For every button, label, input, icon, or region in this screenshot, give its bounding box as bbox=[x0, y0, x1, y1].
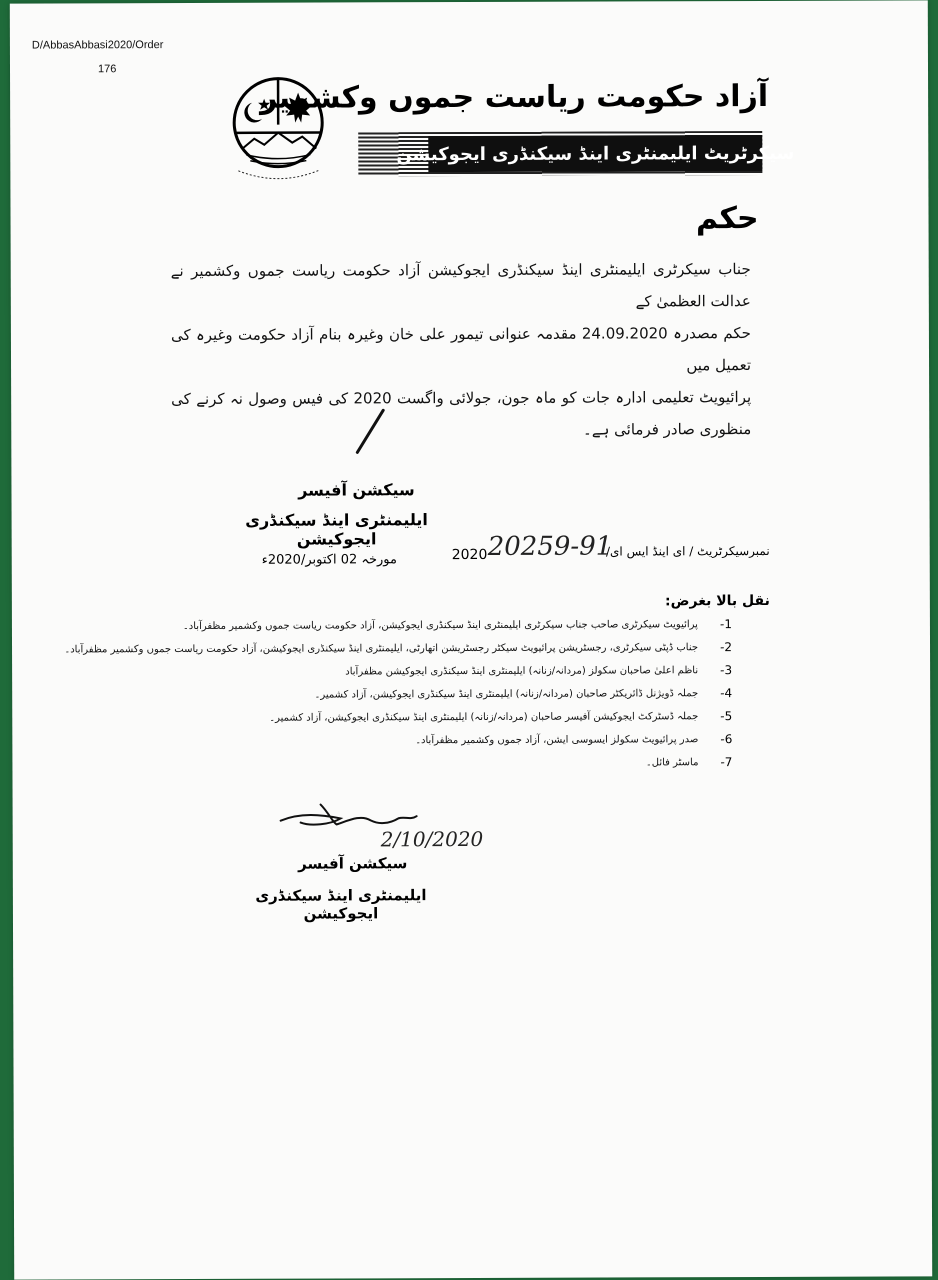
list-item-text: جملہ ڈسٹرکٹ ایجوکیشن آفیسر صاحبان (مردانہ/زنانہ) ایلیمنٹری اینڈ سیکنڈری ایجوکیشن، آزاد کشمیر۔ bbox=[269, 711, 699, 724]
header-banner bbox=[358, 131, 795, 176]
order-heading: حکم bbox=[695, 200, 759, 237]
list-item bbox=[64, 640, 733, 665]
list-item bbox=[162, 686, 733, 711]
copy-list bbox=[64, 617, 733, 780]
signatory-2-designation: سیکشن آفیسر bbox=[298, 854, 408, 873]
handwritten-reference-number: 20259-91 bbox=[487, 531, 613, 562]
secretariat-subtitle: سیکرٹریٹ ایلیمنٹری اینڈ سیکنڈری ایجوکیشن bbox=[396, 142, 795, 165]
list-item-number: -4 bbox=[720, 686, 733, 701]
order-body-line: جناب سیکرٹری ایلیمنٹری اینڈ سیکنڈری ایجوکیشن آزاد حکومت ریاست جموں وکشمیر نے عدالت العظمیٰ کے bbox=[170, 260, 751, 311]
handwritten-signature bbox=[271, 794, 521, 855]
signatory-department: ایلیمنٹری اینڈ سیکنڈری ایجوکیشن bbox=[245, 510, 428, 549]
reference-label: نمبرسیکرٹریٹ / ای اینڈ ایس ای/ bbox=[605, 543, 770, 559]
list-item bbox=[162, 709, 733, 734]
order-body-line: پرائیویٹ تعلیمی ادارہ جات کو ماہ جون، جولائی واگست 2020 کی فیس وصول نہ کرنے کی منظوری صادر فرمائی ہے۔ bbox=[171, 388, 752, 439]
list-item-text: جملہ ڈویژنل ڈائریکٹر صاحبان (مردانہ/زنانہ) ایلیمنٹری اینڈ سیکنڈری ایجوکیشن، آزاد کشمیر۔ bbox=[314, 688, 699, 701]
list-item bbox=[162, 663, 733, 688]
document-page bbox=[10, 0, 932, 1279]
list-item bbox=[162, 755, 733, 780]
reference-date: مورخہ 02 اکتوبر/2020ء bbox=[261, 552, 398, 568]
government-title: آزاد حکومت ریاست جموں وکشمیر bbox=[259, 78, 769, 116]
list-item-text: ناظم اعلیٰ صاحبان سکولز (مردانہ/زنانہ) ایلیمنٹری اینڈ سیکنڈری ایجوکیشن مظفرآباد bbox=[345, 665, 699, 678]
page-number: 176 bbox=[97, 63, 117, 76]
list-item-text: جناب ڈپٹی سیکرٹری، رجسٹریشن پرائیویٹ سیکٹر رجسٹریشن اتھارٹی، ایلیمنٹری اینڈ سیکنڈری ایجوکیشن، آزاد حکومت ریاست جموں وکشمیر مظفرآباد۔ bbox=[64, 642, 699, 656]
initial-signature-mark bbox=[351, 406, 391, 456]
copy-forwarded-heading: نقل بالا بغرض: bbox=[665, 592, 770, 610]
list-item-number: -1 bbox=[719, 617, 732, 632]
file-reference: D/AbbasAbbasi2020/Order bbox=[31, 39, 164, 52]
list-item bbox=[162, 617, 732, 642]
order-body bbox=[171, 253, 752, 447]
signature-date: 2/10/2020 bbox=[380, 826, 484, 852]
list-item-number: -7 bbox=[720, 755, 733, 770]
list-item-text: پرائیویٹ سیکرٹری صاحب جناب سیکرٹری ایلیمنٹری اینڈ سیکنڈری ایجوکیشن، آزاد حکومت ریاست جموں وکشمیر مظفرآباد۔ bbox=[182, 619, 698, 633]
reference-year: 2020 bbox=[451, 546, 488, 564]
list-item-number: -6 bbox=[720, 732, 733, 747]
list-item bbox=[162, 732, 733, 757]
signatory-2-department: ایلیمنٹری اینڈ سیکنڈری ایجوکیشن bbox=[255, 886, 427, 923]
list-item-number: -3 bbox=[720, 663, 733, 678]
list-item-text: ماسٹر فائل۔ bbox=[645, 757, 699, 769]
list-item-number: -2 bbox=[720, 640, 733, 655]
order-body-line: حکم مصدرہ 24.09.2020 مقدمہ عنوانی تیمور علی خان وغیرہ بنام آزاد حکومت وغیرہ کی تعمیل میں bbox=[170, 324, 752, 375]
list-item-text: صدر پرائیویٹ سکولز ایسوسی ایشن، آزاد جموں وکشمیر مظفرآباد۔ bbox=[415, 734, 699, 747]
signatory-designation: سیکشن آفیسر bbox=[298, 480, 415, 500]
list-item-number: -5 bbox=[720, 709, 733, 724]
